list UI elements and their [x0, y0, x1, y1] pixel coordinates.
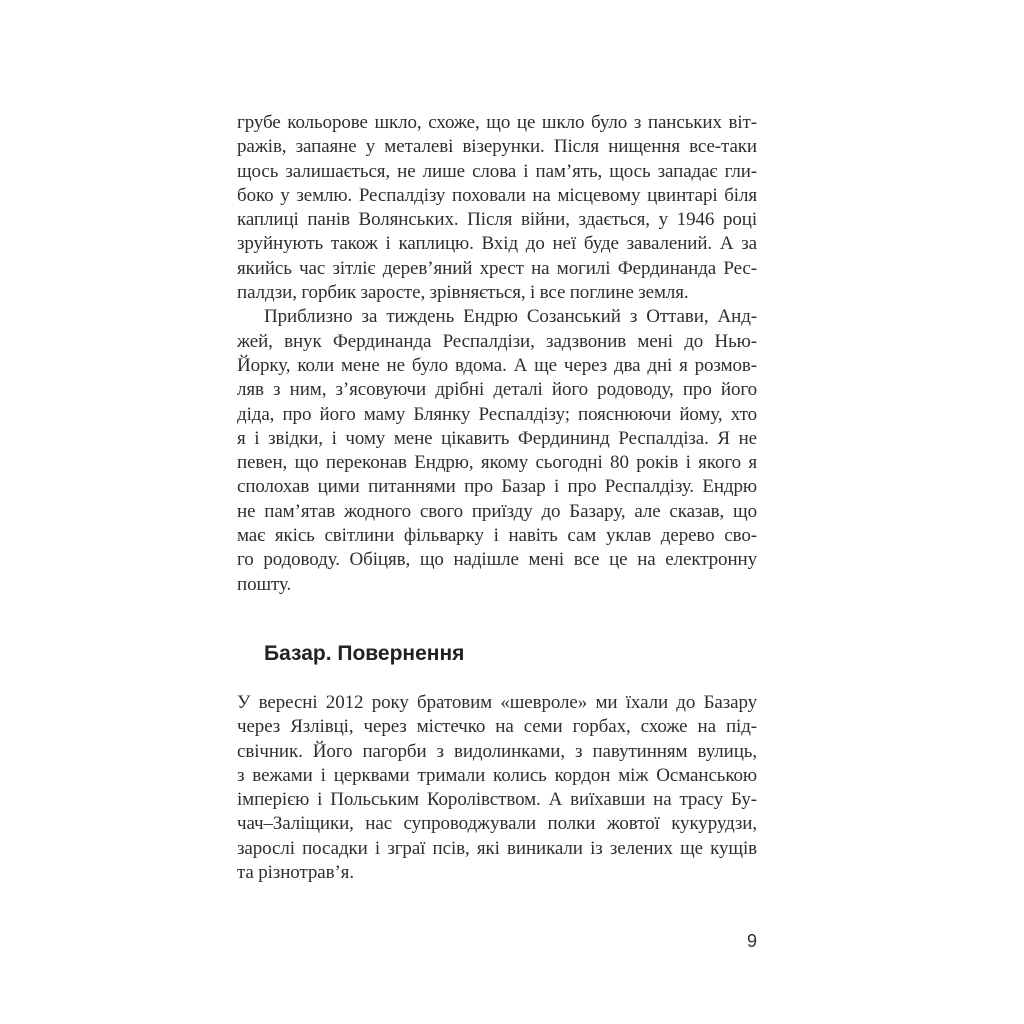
text-line: чач–Заліщики, нас супроводжували полки жовтої кукурудзи,: [237, 813, 757, 835]
text-line: ляв з ним, з’ясовуючи дрібні деталі його родоводу, про його: [237, 379, 757, 401]
text-line: палдзи, горбик заросте, зрівняється, і все поглине земля.: [237, 282, 689, 304]
text-line: щось залишається, не лише слова і пам’ять, щось западає гли-: [237, 160, 757, 182]
text-line: зруйнують також і каплицю. Вхід до неї буде завалений. А за: [237, 233, 757, 255]
text-line: не пам’ятав жодного свого приїзду до Базару, але сказав, що: [237, 500, 757, 522]
text-line: Приблизно за тиждень Ендрю Созанський з Оттави, Анд-: [264, 306, 757, 328]
text-line: з вежами і церквами тримали колись кордон між Османською: [237, 764, 757, 786]
text-line: має якісь світлини фільварку і навіть сам уклав дерево сво-: [237, 525, 757, 547]
text-line: зарослі посадки і зграї псів, які виникали із зелених ще кущів: [237, 837, 757, 859]
text-line: го родоводу. Обіцяв, що надішле мені все це на електронну: [237, 549, 757, 571]
paragraph: [237, 111, 757, 305]
text-line: та різнотрав’я.: [237, 862, 354, 884]
text-line: сполохав цими питаннями про Базар і про Респалдізу. Ендрю: [237, 476, 757, 498]
text-line: діда, про його маму Блянку Респалдізу; пояснюючи йому, хто: [237, 403, 757, 425]
text-line: каплиці панів Волянських. Після війни, здається, у 1946 році: [237, 209, 757, 231]
text-column: [237, 111, 757, 885]
text-line: пошту.: [237, 573, 292, 595]
text-line: через Язлівці, через містечко на семи горбах, схоже на під-: [237, 716, 757, 738]
text-line: певен, що переконав Ендрю, якому сьогодні 80 років і якого я: [237, 452, 757, 474]
text-line: Йорку, коли мене не було вдома. А ще через два дні я розмов-: [237, 354, 757, 376]
text-line: свічник. Його пагорби з видолинками, з павутинням вулиць,: [237, 740, 757, 762]
text-line: імперією і Польським Королівством. А виїхавши на трасу Бу-: [237, 789, 757, 811]
text-line: якийсь час зітліє дерев’яний хрест на могилі Фердинанда Рес-: [237, 257, 757, 279]
text-line: ражів, запаяне у металеві візерунки. Після нищення все-таки: [237, 136, 757, 158]
text-line: У вересні 2012 року братовим «шевроле» ми їхали до Базару: [237, 691, 757, 713]
text-line: боко у землю. Респалдізу поховали на місцевому цвинтарі біля: [237, 184, 757, 206]
paragraph: [237, 691, 757, 885]
text-line: я і звідки, і чому мене цікавить Фердининд Респалдіза. Я не: [237, 427, 757, 449]
text-line: жей, внук Фердинанда Респалдізи, задзвонив мені до Нью-: [237, 330, 757, 352]
text-line: грубе кольорове шкло, схоже, що це шкло було з панських віт-: [237, 112, 757, 133]
paragraph: [237, 305, 757, 597]
section-heading: Базар. Повернення: [264, 641, 465, 665]
page-number: 9: [746, 931, 757, 951]
